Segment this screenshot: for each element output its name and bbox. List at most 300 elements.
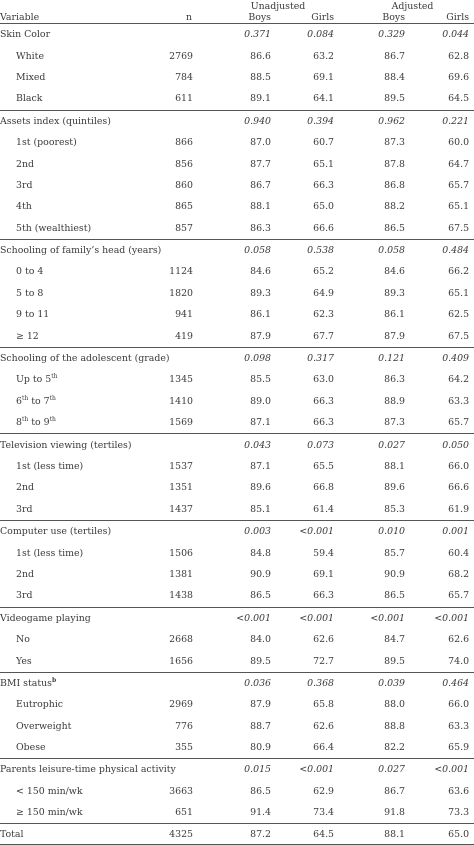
adjusted-label: Adjusted [391,0,434,12]
category-label [0,325,168,347]
column-header-unadjusted-boys: Boys [213,12,276,24]
p-value-cell: 0.317 [276,347,339,369]
p-value-cell: 0.010 [339,520,410,542]
p-value-cell: 0.043 [213,434,276,456]
p-value-cell: 0.098 [213,347,276,369]
group-n-empty [168,672,213,694]
category-label [0,585,168,607]
value-cell: 63.3 [448,395,470,407]
category-label [0,477,168,498]
table-row [0,325,474,347]
category-label-text: 1st (less time) [16,547,84,559]
value-cell: 64.1 [313,93,335,105]
value-cell: 89.6 [384,482,406,494]
value-cell: 87.8 [384,158,406,170]
category-label-text: ≥ 150 min/wk [16,807,83,819]
value-cell: 65.5 [313,461,335,472]
p-value-cell: <0.001 [276,607,339,629]
group-label [0,607,168,629]
superscript: b [51,676,57,684]
category-label-text: Mixed [16,71,46,83]
value-cell: 61.9 [448,503,470,515]
n-cell: 355 [175,742,193,754]
column-header-adjusted-boys: Boys [339,12,410,24]
category-label-text: 1st (poorest) [16,137,77,149]
category-label-text: 1st (less time) [16,461,84,472]
value-cell: 87.1 [250,461,271,472]
n-cell: 2769 [169,50,193,62]
category-label [0,412,168,434]
value-cell: 67.7 [313,330,335,342]
total-value-cell: 88.1 [339,824,410,845]
category-label [0,802,168,824]
value-cell: 89.1 [250,93,271,105]
category-label-text: Obese [16,742,46,754]
value-cell: 88.5 [250,71,271,83]
value-cell: 87.1 [250,417,271,429]
p-value-cell: 0.058 [339,239,410,261]
table-row [0,456,474,477]
column-header-variable: Variable [0,12,40,23]
category-label [0,369,168,390]
value-cell: 74.0 [448,655,470,667]
column-header-adjusted-girls: Girls [410,12,474,24]
category-label [0,737,168,759]
value-cell: 65.7 [448,179,470,191]
superscript: th [51,373,58,381]
value-cell: 89.5 [384,655,406,667]
value-cell: 63.2 [313,50,335,62]
value-cell: 63.3 [448,720,470,732]
p-value-cell: 0.484 [410,239,474,261]
value-cell: 62.9 [313,785,335,797]
value-cell: 62.6 [448,634,470,646]
n-cell: 611 [175,93,193,105]
value-cell: 87.7 [250,158,271,170]
value-cell: 64.5 [448,93,470,105]
table-row [0,175,474,196]
table-row [0,196,474,217]
value-cell: 69.1 [313,568,335,580]
p-value-cell: <0.001 [276,759,339,781]
value-cell: 86.5 [384,222,406,234]
value-cell: 60.4 [448,547,470,559]
group-label-text: Videogame playing [0,612,91,624]
value-cell: 86.1 [384,309,406,321]
p-value-cell: 0.027 [339,434,410,456]
group-row [0,110,474,132]
group-row [0,520,474,542]
group-label [0,520,168,542]
category-label [0,716,168,737]
value-cell: 67.5 [448,222,470,234]
n-cell: 776 [175,720,193,732]
n-cell: 2668 [169,634,193,646]
value-cell: 86.7 [250,179,271,191]
value-cell: 60.0 [448,137,470,149]
table-row [0,391,474,412]
category-label-text: No [16,634,30,646]
column-group-unadjusted [213,0,339,12]
category-label-text: Up to 5 [16,374,52,386]
group-label [0,239,168,261]
value-cell: 69.6 [448,71,470,83]
value-cell: 66.8 [313,482,335,494]
category-label-text: Eutrophic [16,699,64,711]
value-cell: 84.6 [384,266,406,278]
group-label [0,24,168,46]
value-cell: 89.3 [250,287,271,299]
n-cell: 1438 [169,590,193,602]
table-row [0,45,474,66]
category-label [0,132,168,153]
n-cell: 2969 [169,699,193,711]
n-cell: 1537 [169,461,193,472]
value-cell: 89.5 [384,93,406,105]
value-cell: 62.8 [448,50,470,62]
value-cell: 72.7 [313,655,335,667]
value-cell: 60.7 [313,137,335,149]
value-cell: 66.3 [313,417,335,429]
p-value-cell: 0.003 [213,520,276,542]
table-row [0,88,474,110]
group-row [0,24,474,46]
group-label-text: Skin Color [0,29,51,41]
value-cell: 64.7 [448,158,470,170]
n-cell: 1569 [169,417,193,429]
value-cell: 65.8 [313,699,335,711]
category-label [0,391,168,412]
category-label-text: 0 to 4 [16,266,44,278]
table-row [0,67,474,88]
group-n-empty [168,110,213,132]
category-label [0,564,168,585]
value-cell: 65.1 [448,287,470,299]
n-cell: 857 [175,222,193,234]
table-row [0,564,474,585]
p-value-cell: 0.039 [339,672,410,694]
n-cell: 1381 [169,568,193,580]
group-n-empty [168,434,213,456]
category-label [0,67,168,88]
p-value-cell: 0.368 [276,672,339,694]
table-row [0,132,474,153]
table-row [0,781,474,802]
group-row [0,239,474,261]
value-cell: 65.1 [448,201,470,213]
n-cell: 419 [175,330,193,342]
category-label-text: White [16,50,44,62]
value-cell: 63.6 [448,785,470,797]
p-value-cell: 0.329 [339,24,410,46]
group-label [0,672,168,694]
category-label [0,650,168,672]
group-row [0,434,474,456]
table-row [0,737,474,759]
value-cell: 68.2 [448,568,470,580]
group-label-text: Schooling of family’s head (years) [0,245,162,257]
category-label [0,694,168,715]
p-value-cell: <0.001 [339,607,410,629]
value-cell: 88.9 [384,395,406,407]
value-cell: 63.0 [313,374,335,386]
value-cell: 65.9 [448,742,470,754]
category-label-text: Black [16,93,43,105]
n-cell: 1437 [169,503,193,515]
value-cell: 65.1 [313,158,335,170]
category-label [0,542,168,563]
n-cell: 3663 [169,785,193,797]
column-header-n: n [185,12,192,23]
group-row [0,759,474,781]
value-cell: 84.7 [384,634,406,646]
value-cell: 90.9 [384,568,406,580]
total-value-cell: 87.2 [213,824,276,845]
value-cell: 88.1 [384,461,406,472]
table-row [0,585,474,607]
group-n-empty [168,24,213,46]
category-label [0,196,168,217]
group-label [0,110,168,132]
header-row-top [0,0,474,12]
p-value-cell: 0.015 [213,759,276,781]
table-row [0,412,474,434]
value-cell: 65.0 [313,201,335,213]
total-value-cell: 64.5 [276,824,339,845]
value-cell: 89.0 [250,395,271,407]
value-cell: 91.4 [250,807,271,819]
table-row [0,716,474,737]
n-cell: 856 [175,158,193,170]
value-cell: 62.5 [448,309,470,321]
value-cell: 86.7 [384,50,406,62]
value-cell: 89.6 [250,482,271,494]
category-label [0,175,168,196]
p-value-cell: 0.940 [213,110,276,132]
value-cell: 66.3 [313,179,335,191]
group-label [0,347,168,369]
value-cell: 85.7 [384,547,406,559]
value-cell: 89.3 [384,287,406,299]
n-cell: 651 [175,807,193,819]
table-row [0,369,474,390]
value-cell: 66.6 [448,482,470,494]
p-value-cell: <0.001 [410,759,474,781]
value-cell: 82.2 [384,742,406,754]
value-cell: 88.4 [384,71,406,83]
n-cell: 1506 [169,547,193,559]
group-n-empty [168,520,213,542]
value-cell: 66.3 [313,590,335,602]
table-row [0,650,474,672]
p-value-cell: 0.036 [213,672,276,694]
value-cell: 91.8 [384,807,406,819]
value-cell: 85.3 [384,503,406,515]
p-value-cell: 0.371 [213,24,276,46]
p-value-cell: 0.044 [410,24,474,46]
group-n-empty [168,607,213,629]
category-label [0,283,168,304]
table-row [0,802,474,824]
category-label-text: 6 [16,395,22,407]
value-cell: 86.1 [250,309,271,321]
value-cell: 66.6 [313,222,335,234]
p-value-cell: 0.027 [339,759,410,781]
p-value-cell: 0.073 [276,434,339,456]
value-cell: 66.0 [448,699,470,711]
value-cell: 73.4 [313,807,335,819]
superscript: th [49,394,56,402]
value-cell: 84.0 [250,634,271,646]
value-cell: 59.4 [313,547,335,559]
p-value-cell: 0.084 [276,24,339,46]
p-value-cell: 0.058 [213,239,276,261]
superscript: th [49,416,56,424]
value-cell: 64.2 [448,374,470,386]
value-cell: 86.3 [250,222,271,234]
value-cell: 86.6 [250,50,271,62]
category-label-text: < 150 min/wk [16,785,83,797]
value-cell: 69.1 [313,71,335,83]
value-cell: 62.3 [313,309,335,321]
value-cell: 86.3 [384,374,406,386]
category-label-text: 9 to 11 [16,309,50,321]
group-label-text: Television viewing (tertiles) [0,439,132,451]
total-value-cell: 65.0 [410,824,474,845]
category-label-text: 8 [16,417,22,429]
group-label [0,434,168,456]
value-cell: 80.9 [250,742,271,754]
value-cell: 67.5 [448,330,470,342]
group-label [0,759,176,781]
category-label-text: Yes [16,655,32,667]
value-cell: 61.4 [313,503,335,515]
value-cell: 88.0 [384,699,406,711]
superscript: th [21,394,29,402]
table-row [0,283,474,304]
category-label-tail: to 9 [28,417,50,429]
group-n-empty [168,347,213,369]
category-label [0,456,168,477]
category-label [0,304,168,325]
value-cell: 66.4 [313,742,335,754]
p-value-cell: <0.001 [410,607,474,629]
total-label: Total [0,824,168,845]
group-row [0,347,474,369]
total-n: 4325 [168,824,213,845]
value-cell: 87.9 [384,330,406,342]
total-row [0,824,474,845]
value-cell: 66.3 [313,395,335,407]
category-label-text: 2nd [16,158,35,170]
category-label-text: ≥ 12 [16,330,39,342]
value-cell: 86.5 [250,785,271,797]
value-cell: 87.3 [384,417,406,429]
unadjusted-label: Unadjusted [250,0,306,12]
p-value-cell: 0.394 [276,110,339,132]
table-row [0,499,474,521]
p-value-cell: 0.221 [410,110,474,132]
value-cell: 88.8 [384,720,406,732]
value-cell: 65.2 [313,266,335,278]
table-row [0,153,474,174]
table-row [0,542,474,563]
superscript: th [21,416,29,424]
value-cell: 85.1 [250,503,271,515]
n-cell: 784 [175,71,193,83]
p-value-cell: <0.001 [213,607,276,629]
category-label [0,499,168,521]
value-cell: 86.5 [384,590,406,602]
group-row [0,607,474,629]
n-cell: 1820 [169,287,193,299]
table-row [0,261,474,282]
category-label-text: Overweight [16,720,72,732]
category-label-tail: to 7 [28,395,50,407]
p-value-cell: 0.409 [410,347,474,369]
value-cell: 85.5 [250,374,271,386]
group-n-empty [168,239,213,261]
value-cell: 87.0 [250,137,271,149]
value-cell: 66.2 [448,266,470,278]
category-label [0,261,168,282]
table-body [0,24,474,845]
table-row [0,629,474,650]
value-cell: 64.9 [313,287,335,299]
group-label-text: BMI status [0,677,52,689]
p-value-cell: 0.464 [410,672,474,694]
value-cell: 88.1 [250,201,271,213]
value-cell: 87.9 [250,330,271,342]
p-value-cell: 0.962 [339,110,410,132]
category-label [0,781,168,802]
n-cell: 941 [175,309,193,321]
category-label-text: 5 to 8 [16,287,44,299]
value-cell: 84.6 [250,266,271,278]
n-cell: 860 [175,179,193,191]
table-row [0,304,474,325]
n-cell: 1410 [169,395,193,407]
p-value-cell: 0.121 [339,347,410,369]
table-row [0,477,474,498]
group-label-text: Schooling of the adolescent (grade) [0,353,170,365]
n-cell: 1124 [169,266,193,278]
category-label [0,218,168,240]
group-row [0,672,474,694]
p-value-cell: <0.001 [276,520,339,542]
value-cell: 88.2 [384,201,406,213]
value-cell: 62.6 [313,634,335,646]
value-cell: 89.5 [250,655,271,667]
value-cell: 87.9 [250,699,271,711]
table-row [0,694,474,715]
p-value-cell: 0.538 [276,239,339,261]
n-cell: 1345 [169,374,193,386]
column-header-unadjusted-girls: Girls [276,12,339,24]
table-row [0,218,474,240]
value-cell: 86.7 [384,785,406,797]
group-label-text: Parents leisure-time physical activity [0,764,176,776]
group-label-text: Assets index (quintiles) [0,115,111,127]
category-label [0,45,168,66]
category-label [0,88,168,110]
value-cell: 88.7 [250,720,271,732]
category-label-text: 5th (wealthiest) [16,222,92,234]
category-label-text: 2nd [16,568,35,580]
category-label-text: 2nd [16,482,35,494]
category-label-text: 3rd [16,590,33,602]
group-label-text: Computer use (tertiles) [0,526,112,538]
